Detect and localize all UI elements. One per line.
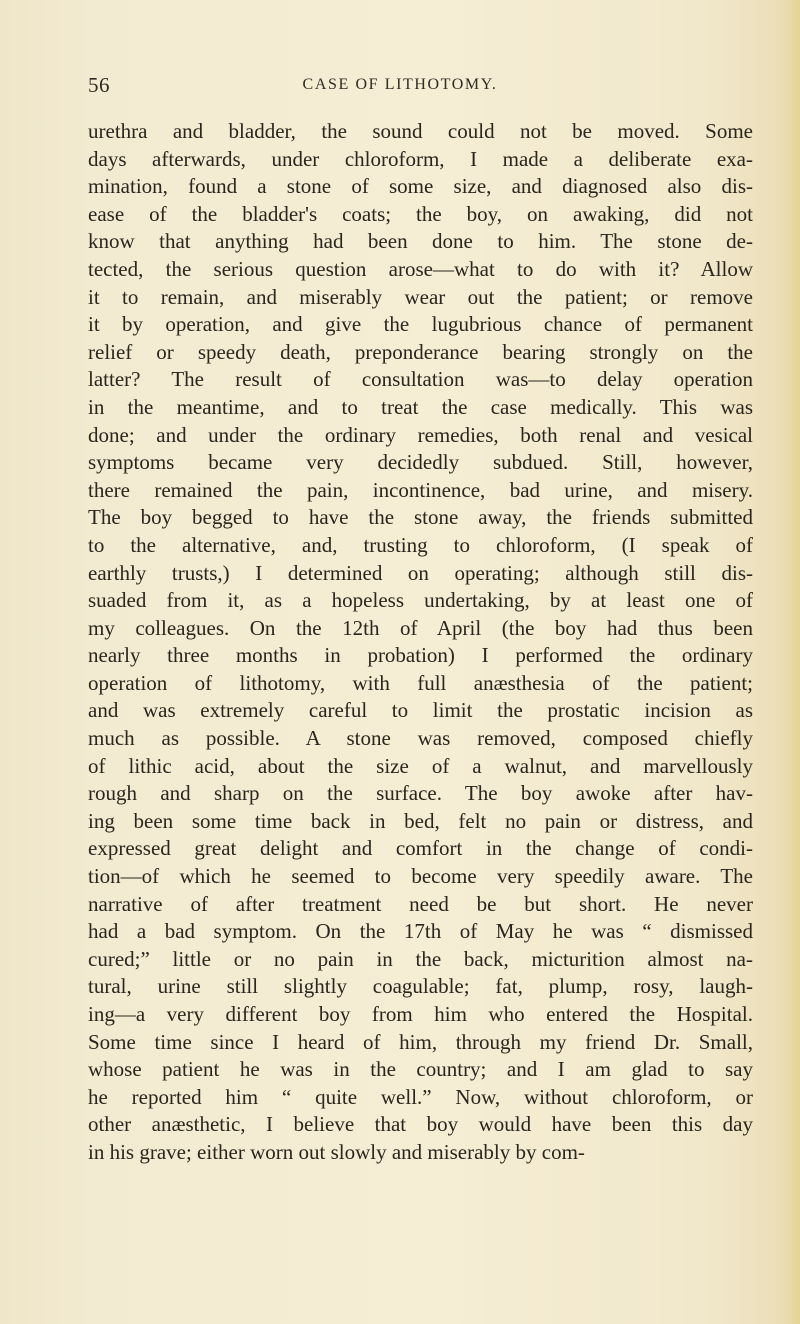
- text-line: had a bad symptom. On the 17th of May he was “ dismissed: [88, 919, 753, 944]
- text-line: whose patient he was in the country; and I am glad to say: [88, 1057, 753, 1082]
- text-line: operation of lithotomy, with full anæsthesia of the patient;: [88, 670, 753, 695]
- body-text: [88, 118, 753, 1167]
- text-line: Some time since I heard of him, through my friend Dr. Small,: [88, 1029, 753, 1054]
- text-line: ing been some time back in bed, felt no pain or distress, and: [88, 808, 753, 833]
- running-head: CASE OF LITHOTOMY.: [302, 76, 498, 93]
- text-line: and was extremely careful to limit the prostatic incision as: [88, 698, 753, 723]
- text-line: The boy begged to have the stone away, the friends submitted: [88, 505, 753, 530]
- page-header: [0, 73, 800, 105]
- text-line: tected, the serious question arose—what to do with it? Allow: [88, 256, 753, 281]
- text-line: know that anything had been done to him. The stone de-: [88, 229, 753, 254]
- text-line: cured;” little or no pain in the back, micturition almost na-: [88, 946, 753, 971]
- text-line: relief or speedy death, preponderance bearing strongly on the: [88, 339, 753, 364]
- text-line: there remained the pain, incontinence, bad urine, and misery.: [88, 477, 753, 502]
- text-line: suaded from it, as a hopeless undertaking, by at least one of: [88, 588, 753, 613]
- text-line: much as possible. A stone was removed, composed chiefly: [88, 726, 753, 751]
- text-line: expressed great delight and comfort in the change of condi-: [88, 836, 753, 861]
- text-line: of lithic acid, about the size of a walnut, and marvellously: [88, 753, 753, 778]
- text-line: narrative of after treatment need be but short. He never: [88, 891, 753, 916]
- text-line: it by operation, and give the lugubrious chance of permanent: [88, 312, 753, 337]
- text-line: urethra and bladder, the sound could not be moved. Some: [88, 119, 753, 143]
- text-line: rough and sharp on the surface. The boy awoke after hav-: [88, 781, 753, 806]
- page-number: 56: [88, 73, 110, 97]
- text-line: other anæsthetic, I believe that boy would have been this day: [88, 1112, 753, 1137]
- text-line: ing—a very different boy from him who entered the Hospital.: [88, 1002, 753, 1026]
- text-line: done; and under the ordinary remedies, both renal and vesical: [88, 422, 753, 447]
- text-line: earthly trusts,) I determined on operating; although still dis-: [88, 560, 753, 585]
- text-line: in his grave; either worn out slowly and miserably by com-: [88, 1139, 585, 1164]
- text-line: to the alternative, and, trusting to chloroform, (I speak of: [88, 532, 753, 557]
- text-line: nearly three months in probation) I performed the ordinary: [88, 643, 753, 668]
- text-line: days afterwards, under chloroform, I made a deliberate exa-: [88, 146, 753, 171]
- text-line: latter? The result of consultation was—to delay operation: [88, 367, 753, 392]
- text-line: tural, urine still slightly coagulable; fat, plump, rosy, laugh-: [88, 974, 753, 999]
- page-edge-stain: [786, 0, 800, 1324]
- text-line: mination, found a stone of some size, and diagnosed also dis-: [88, 174, 753, 199]
- text-line: my colleagues. On the 12th of April (the boy had thus been: [88, 615, 753, 640]
- text-line: in the meantime, and to treat the case medically. This was: [88, 394, 753, 419]
- text-line: it to remain, and miserably wear out the patient; or remove: [88, 284, 753, 309]
- text-line: symptoms became very decidedly subdued. Still, however,: [88, 450, 753, 475]
- text-line: tion—of which he seemed to become very speedily aware. The: [88, 864, 753, 889]
- text-line: ease of the bladder's coats; the boy, on awaking, did not: [88, 201, 753, 226]
- text-line: he reported him “ quite well.” Now, without chloroform, or: [88, 1084, 753, 1109]
